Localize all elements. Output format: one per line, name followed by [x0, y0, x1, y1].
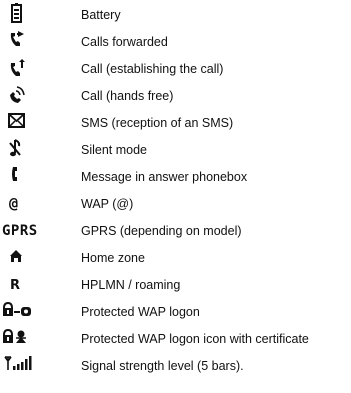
legend-label: GPRS (depending on model) — [81, 224, 242, 238]
legend-row-wap — [0, 191, 351, 217]
legend-row-roaming — [0, 272, 351, 298]
signal-strength-icon — [2, 353, 58, 379]
silent-mode-icon — [2, 137, 58, 163]
legend-row-home-zone — [0, 245, 351, 271]
legend-row-protected-wap-certificate — [0, 326, 351, 352]
wap-at-icon — [2, 191, 58, 217]
legend-label: Home zone — [81, 251, 145, 265]
calls-forwarded-icon — [2, 29, 58, 55]
legend-row-call-establishing — [0, 56, 351, 82]
legend-label: Silent mode — [81, 143, 148, 157]
legend-label: Protected WAP logon — [81, 305, 200, 319]
legend-label: HPLMN / roaming — [81, 278, 181, 292]
legend-label: Call (hands free) — [81, 89, 174, 103]
legend-label: Battery — [81, 8, 121, 22]
legend-label: SMS (reception of an SMS) — [81, 116, 234, 130]
answer-phonebox-icon — [2, 164, 58, 190]
call-establishing-icon — [2, 56, 58, 82]
home-zone-icon — [2, 245, 58, 271]
legend-row-hands-free — [0, 83, 351, 109]
legend-label: Calls forwarded — [81, 35, 168, 49]
protected-wap-logon-icon — [2, 299, 58, 325]
protected-wap-certificate-icon — [2, 326, 58, 352]
roaming-glyph: R — [10, 278, 21, 293]
legend-label: Message in answer phonebox — [81, 170, 248, 184]
legend-label: WAP (@) — [81, 197, 134, 211]
legend-label: Signal strength level (5 bars). — [81, 359, 244, 373]
legend-label: Protected WAP logon icon with certificate — [81, 332, 309, 346]
battery-icon — [2, 2, 58, 28]
legend-row-calls-forwarded — [0, 29, 351, 55]
legend-row-answer-phonebox — [0, 164, 351, 190]
legend-row-protected-wap — [0, 299, 351, 325]
legend-row-silent-mode — [0, 137, 351, 163]
gprs-icon — [2, 218, 58, 244]
gprs-glyph: GPRS — [2, 223, 38, 239]
sms-envelope-icon — [2, 110, 58, 136]
hands-free-icon — [2, 83, 58, 109]
legend-row-gprs — [0, 218, 351, 244]
legend-row-battery — [0, 2, 351, 28]
roaming-r-icon — [2, 272, 58, 298]
legend-row-signal-strength — [0, 353, 351, 379]
legend-label: Call (establishing the call) — [81, 62, 224, 76]
legend-row-sms — [0, 110, 351, 136]
wap-at-glyph: @ — [9, 194, 19, 212]
